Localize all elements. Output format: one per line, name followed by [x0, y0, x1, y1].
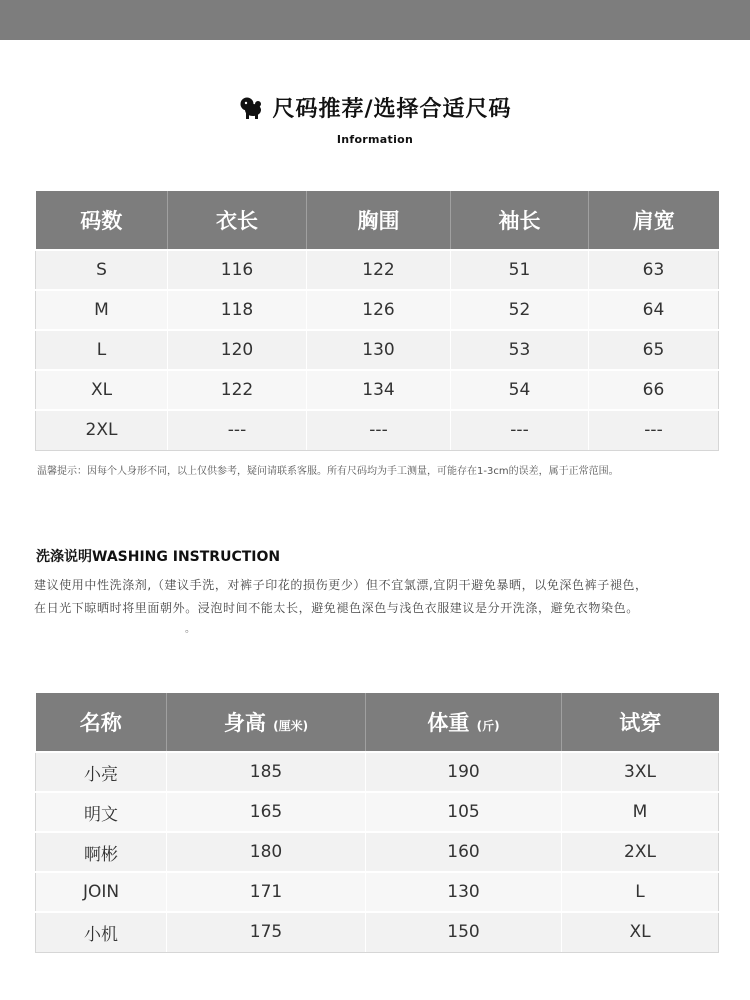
washing-title: 洗涤说明WASHING INSTRUCTION — [36, 549, 281, 565]
cell-sleeve: 52 — [451, 290, 589, 330]
model-table-header-row — [36, 693, 719, 752]
cell-size: XL — [36, 370, 168, 410]
cell-length: 116 — [168, 250, 307, 290]
cell-name: 啊彬 — [36, 832, 167, 872]
dog-silhouette-icon — [238, 95, 264, 121]
cell-tried-size: M — [562, 792, 719, 832]
model-table — [35, 693, 719, 953]
header-name — [36, 693, 167, 752]
table-row — [36, 792, 719, 832]
top-banner-bar — [0, 0, 750, 40]
size-table-header-row — [36, 191, 719, 250]
cell-tried-size: XL — [562, 912, 719, 952]
cell-shoulder: 64 — [589, 290, 719, 330]
cell-length: 118 — [168, 290, 307, 330]
cell-chest: 134 — [307, 370, 451, 410]
cell-height: 185 — [167, 752, 366, 792]
header-weight-label: 体重 — [427, 711, 470, 735]
cell-weight: 190 — [366, 752, 562, 792]
cell-weight: 150 — [366, 912, 562, 952]
cell-chest: 122 — [307, 250, 451, 290]
size-note: 温馨提示：因每个人身形不同，以上仅供参考，疑问请联系客服。所有尺码均为手工测量，可能存在1-3cm的误差，属于正常范围。 — [37, 466, 619, 477]
washing-instructions — [34, 574, 724, 620]
washing-dot: 。 — [185, 624, 195, 635]
header-length: 衣长 — [168, 191, 307, 250]
cell-height: 171 — [167, 872, 366, 912]
cell-chest: --- — [307, 410, 451, 450]
header-height-unit: (厘米) — [273, 719, 309, 733]
header-shoulder: 肩宽 — [589, 191, 719, 250]
washing-line: 建议使用中性洗涤剂,（建议手洗，对裤子印花的损伤更少）但不宜氯漂,宜阴干避免暴晒，以免深色裤子褪色， — [34, 578, 648, 592]
cell-length: 120 — [168, 330, 307, 370]
header-sleeve: 袖长 — [451, 191, 589, 250]
table-row — [36, 832, 719, 872]
header-height — [167, 693, 366, 752]
cell-chest: 126 — [307, 290, 451, 330]
header-size-label: 试穿 — [619, 711, 662, 735]
cell-height: 175 — [167, 912, 366, 952]
page-title: 尺码推荐/选择合适尺码 — [272, 97, 512, 122]
cell-shoulder: 65 — [589, 330, 719, 370]
cell-name: 明文 — [36, 792, 167, 832]
cell-tried-size: L — [562, 872, 719, 912]
table-row — [36, 250, 719, 290]
header-chest: 胸围 — [307, 191, 451, 250]
cell-height: 165 — [167, 792, 366, 832]
table-row — [36, 752, 719, 792]
table-row — [36, 872, 719, 912]
header-name-label: 名称 — [79, 711, 122, 735]
cell-weight: 105 — [366, 792, 562, 832]
header-weight — [366, 693, 562, 752]
cell-shoulder: 63 — [589, 250, 719, 290]
table-row — [36, 410, 719, 450]
cell-name: 小机 — [36, 912, 167, 952]
cell-sleeve: 51 — [451, 250, 589, 290]
header-height-label: 身高 — [223, 711, 266, 735]
cell-sleeve: 53 — [451, 330, 589, 370]
section-title — [0, 92, 750, 125]
cell-size: L — [36, 330, 168, 370]
washing-line: 在日光下晾晒时将里面朝外。浸泡时间不能太长，避免褪色深色与浅色衣服建议是分开洗涤，避免衣物染色。 — [34, 601, 639, 615]
header-weight-unit: (斤) — [476, 719, 500, 733]
cell-name: JOIN — [36, 872, 167, 912]
cell-size: S — [36, 250, 168, 290]
size-table — [35, 191, 719, 451]
table-row — [36, 912, 719, 952]
cell-size: M — [36, 290, 168, 330]
table-row — [36, 290, 719, 330]
cell-shoulder: 66 — [589, 370, 719, 410]
cell-tried-size: 2XL — [562, 832, 719, 872]
cell-length: --- — [168, 410, 307, 450]
cell-tried-size: 3XL — [562, 752, 719, 792]
cell-weight: 130 — [366, 872, 562, 912]
cell-height: 180 — [167, 832, 366, 872]
header-size: 码数 — [36, 191, 168, 250]
cell-length: 122 — [168, 370, 307, 410]
page-subtitle: Information — [336, 133, 414, 146]
table-row — [36, 330, 719, 370]
header-tried-size — [562, 693, 719, 752]
cell-weight: 160 — [366, 832, 562, 872]
cell-name: 小亮 — [36, 752, 167, 792]
table-row — [36, 370, 719, 410]
cell-shoulder: --- — [589, 410, 719, 450]
cell-sleeve: 54 — [451, 370, 589, 410]
cell-sleeve: --- — [451, 410, 589, 450]
cell-chest: 130 — [307, 330, 451, 370]
cell-size: 2XL — [36, 410, 168, 450]
